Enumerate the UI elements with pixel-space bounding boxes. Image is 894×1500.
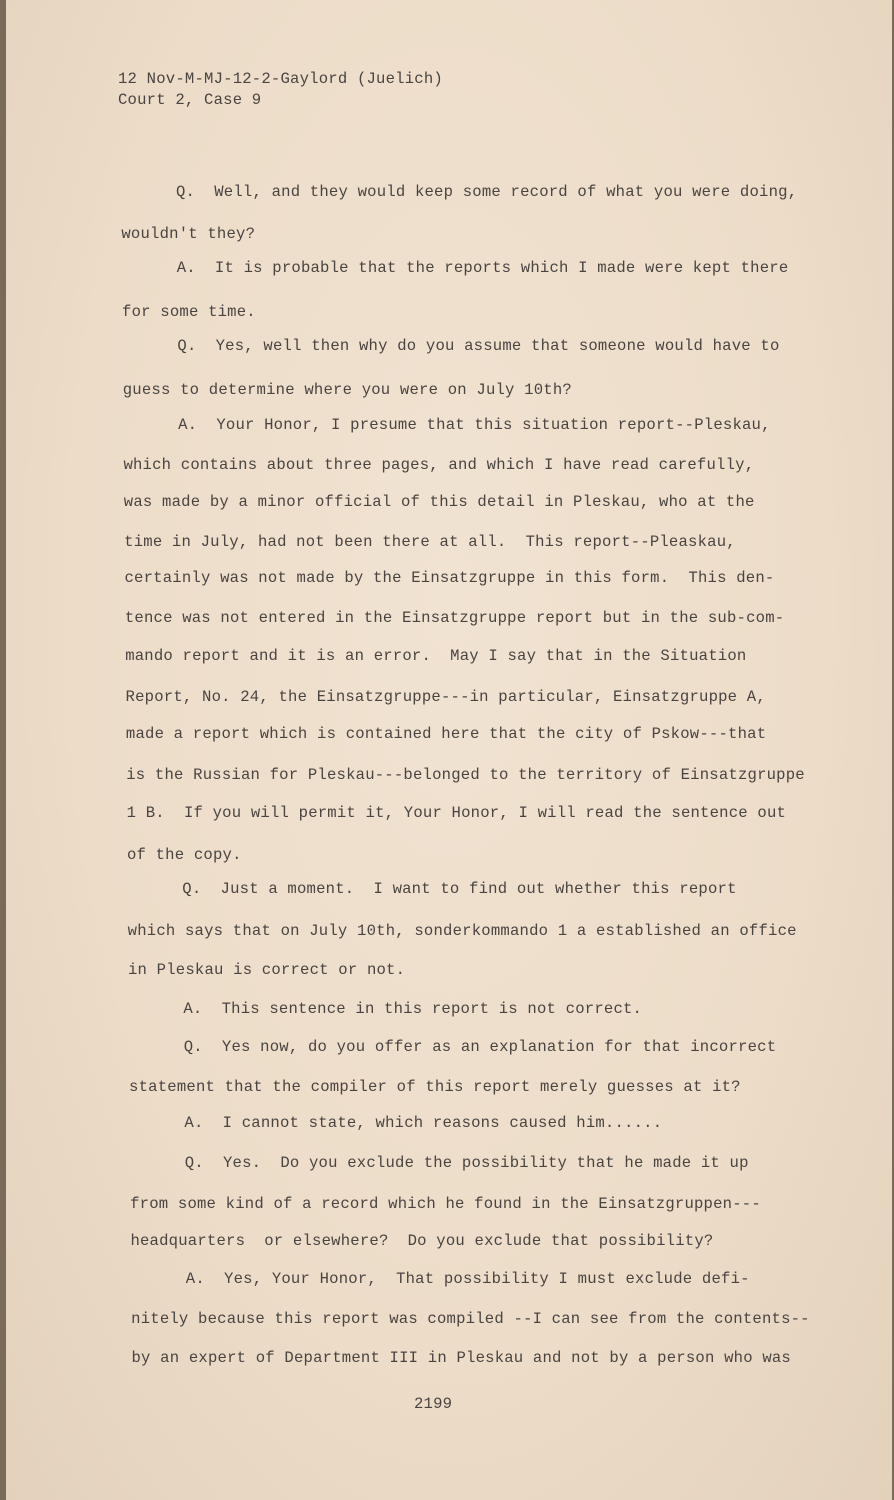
transcript-line: A. Yes, Your Honor, That possibility I must exclude defi- — [185, 1270, 750, 1288]
transcript-line: mando report and it is an error. May I say that in the Situation — [125, 647, 747, 665]
transcript-line: is the Russian for Pleskau---belonged to the territory of Einsatzgruppe — [126, 766, 805, 784]
transcript-line: guess to determine where you were on July 10th? — [122, 381, 572, 399]
transcript-line: for some time. — [122, 303, 256, 321]
transcript-line: was made by a minor official of this detail in Pleskau, who at the — [123, 493, 755, 511]
transcript-line: statement that the compiler of this report merely guesses at it? — [129, 1078, 741, 1096]
header-court-case: Court 2, Case 9 — [118, 91, 262, 109]
transcript-line: certainly was not made by the Einsatzgruppe in this form. This den- — [124, 569, 775, 587]
transcript-line: made a report which is contained here that the city of Pskow---that — [125, 725, 767, 743]
transcript-line: 1 B. If you will permit it, Your Honor, I will read the sentence out — [126, 804, 787, 822]
document-page — [6, 0, 892, 1500]
page-number: 2199 — [414, 1395, 453, 1413]
transcript-line: wouldn't they? — [121, 225, 256, 243]
transcript-line: Q. Yes, well then why do you assume that someone would have to — [177, 337, 780, 355]
transcript-line: of the copy. — [126, 846, 242, 864]
transcript-line: which says that on July 10th, sonderkommando 1 a established an office — [127, 922, 797, 940]
transcript-line: from some kind of a record which he found in the Einsatzgruppen--- — [130, 1195, 761, 1213]
transcript-line: headquarters or elsewhere? Do you exclude that possibility? — [130, 1232, 714, 1250]
transcript-line: Q. Just a moment. I want to find out whether this report — [182, 880, 737, 898]
header-reference: 12 Nov-M-MJ-12-2-Gaylord (Juelich) — [118, 70, 443, 88]
transcript-line: which contains about three pages, and which I have read carefully, — [123, 456, 755, 474]
transcript-line: Q. Yes. Do you exclude the possibility that he made it up — [184, 1154, 749, 1172]
transcript-line: time in July, had not been there at all. This report--Pleaskau, — [124, 533, 736, 551]
transcript-line: nitely because this report was compiled --I can see from the contents-- — [131, 1310, 810, 1328]
transcript-line: A. It is probable that the reports which I made were kept there — [176, 259, 789, 277]
transcript-line: tence was not entered in the Einsatzgruppe report but in the sub-com- — [124, 609, 785, 627]
transcript-line: Q. Yes now, do you offer as an explanation for that incorrect — [183, 1038, 777, 1056]
transcript-line: Report, No. 24, the Einsatzgruppe---in particular, Einsatzgruppe A, — [125, 688, 766, 706]
transcript-line: A. Your Honor, I presume that this situation report--Pleskau, — [178, 416, 771, 434]
transcript-line: A. This sentence in this report is not correct. — [183, 1000, 643, 1018]
transcript-line: Q. Well, and they would keep some record of what you were doing, — [176, 183, 798, 201]
transcript-line: A. I cannot state, which reasons caused him...... — [184, 1114, 663, 1132]
transcript-line: by an expert of Department III in Pleskau and not by a person who was — [131, 1349, 791, 1367]
transcript-line: in Pleskau is correct or not. — [128, 961, 406, 979]
